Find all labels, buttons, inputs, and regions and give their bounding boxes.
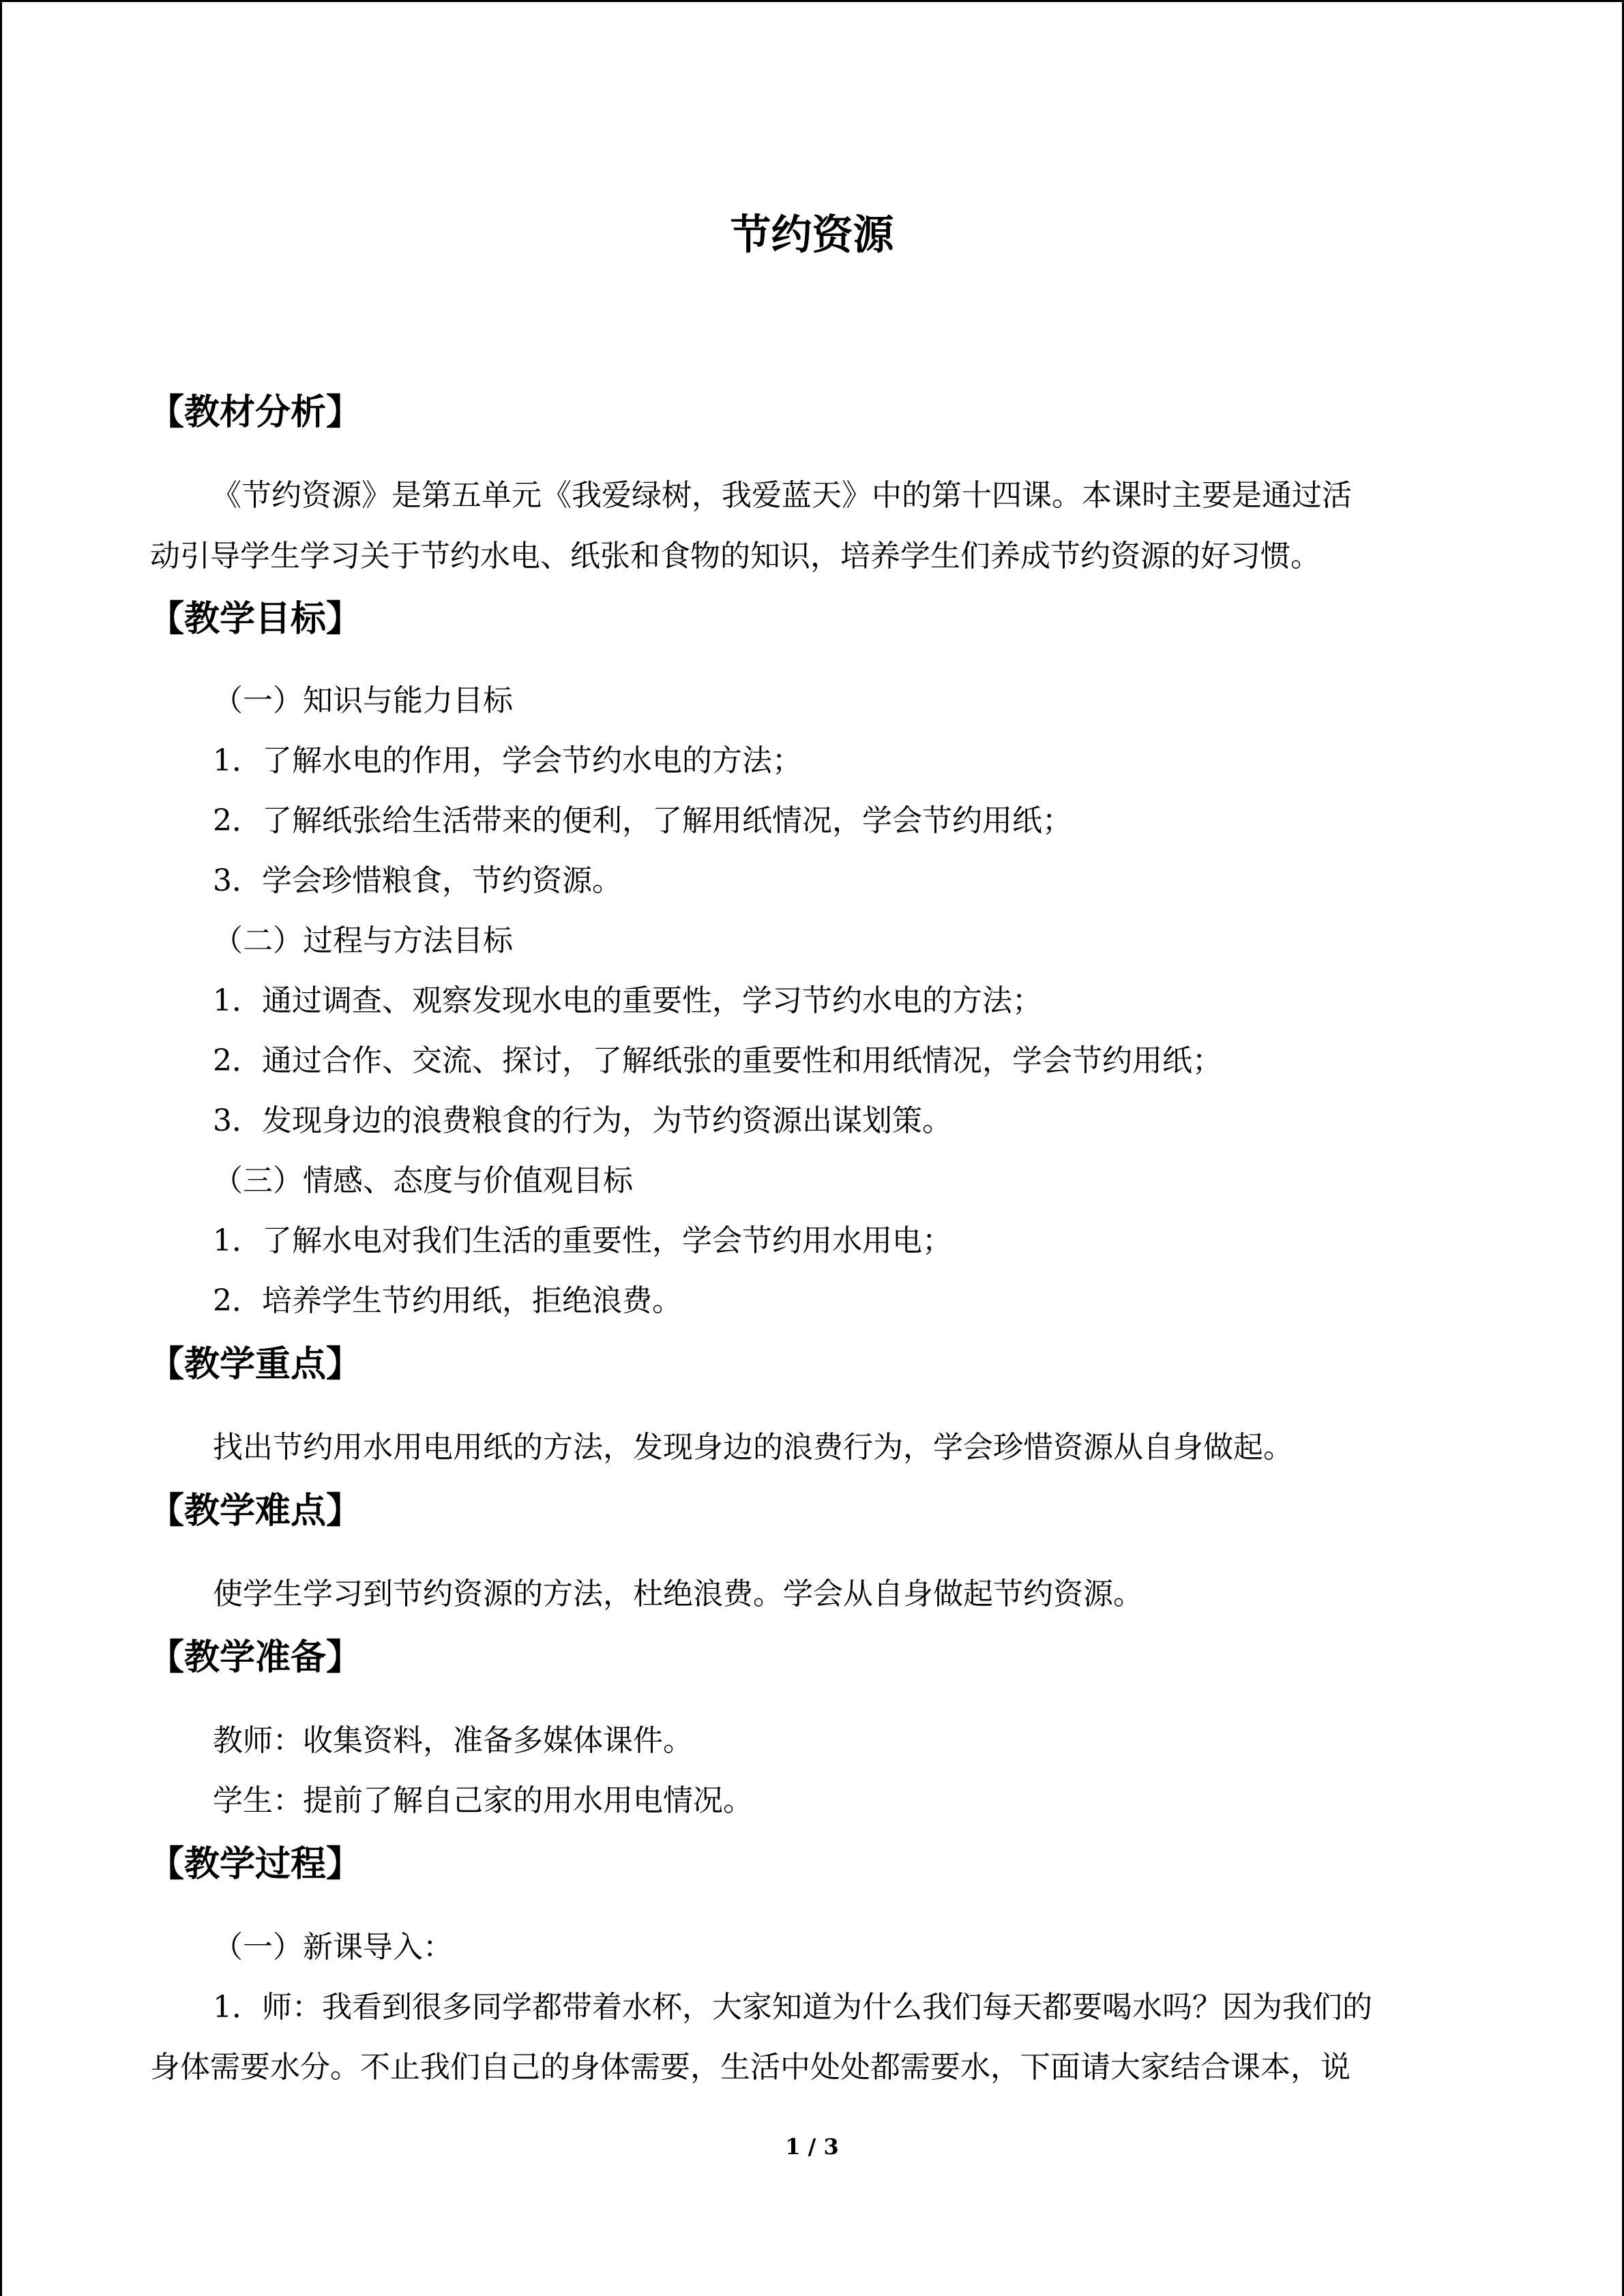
goals-item: 2．了解纸张给生活带来的便利，了解用纸情况，学会节约用纸； <box>213 803 1072 838</box>
preparation-line: 学生：提前了解自己家的用水用电情况。 <box>213 1783 753 1818</box>
section-heading-preparation: 【教学准备】 <box>149 1637 362 1678</box>
section-heading-keypoints: 【教学重点】 <box>149 1343 362 1385</box>
process-line: 身体需要水分。不止我们自己的身体需要，生活中处处都需要水，下面请大家结合课本，说 <box>150 2050 1350 2085</box>
process-line: 1．师：我看到很多同学都带着水杯，大家知道为什么我们每天都要喝水吗？因为我们的 <box>213 1990 1372 2025</box>
goals-subheading-1: （一）知识与能力目标 <box>213 683 513 718</box>
goals-item: 2．通过合作、交流、探讨，了解纸张的重要性和用纸情况，学会节约用纸； <box>213 1043 1222 1078</box>
analysis-line-1: 《节约资源》是第五单元《我爱绿树，我爱蓝天》中的第十四课。本课时主要是通过活 <box>211 478 1352 513</box>
goals-item: 1．了解水电的作用，学会节约水电的方法； <box>213 743 802 778</box>
difficulties-line: 使学生学习到节约资源的方法，杜绝浪费。学会从自身做起节约资源。 <box>213 1577 1143 1611</box>
section-heading-difficulties: 【教学难点】 <box>149 1490 362 1532</box>
goals-item: 3．学会珍惜粮食，节约资源。 <box>213 863 622 898</box>
goals-subheading-2: （二）过程与方法目标 <box>213 923 513 958</box>
analysis-line-2: 动引导学生学习关于节约水电、纸张和食物的知识，培养学生们养成节约资源的好习惯。 <box>150 539 1320 573</box>
goals-item: 1．了解水电对我们生活的重要性，学会节约用水用电； <box>213 1223 952 1258</box>
goals-item: 1．通过调查、观察发现水电的重要性，学习节约水电的方法； <box>213 983 1042 1018</box>
section-heading-goals: 【教学目标】 <box>149 598 362 640</box>
goals-item: 2．培养学生节约用纸，拒绝浪费。 <box>213 1283 682 1318</box>
process-subheading-1: （一）新课导入： <box>213 1930 453 1965</box>
page-indicator: 1 / 3 <box>785 2134 839 2160</box>
document-title: 节约资源 <box>730 211 894 259</box>
keypoints-line: 找出节约用水用电用纸的方法，发现身边的浪费行为，学会珍惜资源从自身做起。 <box>213 1430 1293 1465</box>
goals-item: 3．发现身边的浪费粮食的行为，为节约资源出谋划策。 <box>213 1103 952 1138</box>
section-heading-process: 【教学过程】 <box>149 1843 362 1885</box>
section-heading-analysis: 【教材分析】 <box>149 391 362 433</box>
preparation-line: 教师：收集资料，准备多媒体课件。 <box>213 1723 693 1758</box>
goals-subheading-3: （三）情感、态度与价值观目标 <box>213 1163 633 1198</box>
